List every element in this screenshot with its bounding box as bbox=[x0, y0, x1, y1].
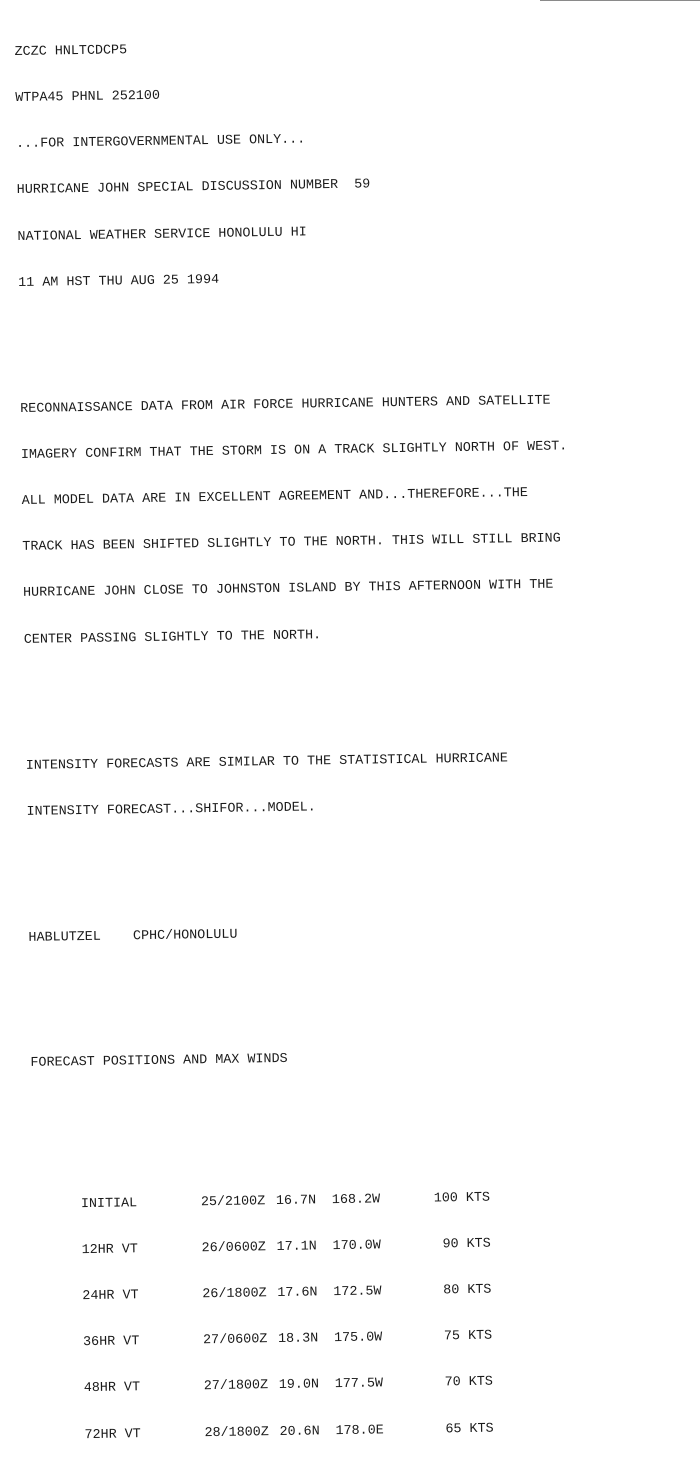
wmo-header: WTPA45 PHNL 252100 bbox=[15, 88, 161, 107]
forecast-unit: KTS bbox=[465, 1190, 491, 1206]
forecast-unit: KTS bbox=[466, 1236, 491, 1252]
forecast-lat: 16.7N bbox=[275, 1192, 317, 1209]
forecast-wind: 90 bbox=[442, 1236, 459, 1253]
forecast-lon: 178.0E bbox=[335, 1422, 384, 1439]
forecast-datetime: 27/1800Z bbox=[203, 1378, 269, 1395]
forecast-unit: KTS bbox=[469, 1421, 494, 1437]
signature-line bbox=[28, 922, 575, 946]
discussion-title: HURRICANE JOHN SPECIAL DISCUSSION NUMBER 59 bbox=[16, 177, 371, 199]
forecast-datetime: 26/1800Z bbox=[202, 1286, 267, 1303]
paragraph1-line: IMAGERY CONFIRM THAT THE STORM IS ON A TRACK SLIGHTLY NORTH OF WEST. bbox=[20, 439, 568, 463]
restriction-notice: ...FOR INTERGOVERNMENTAL USE ONLY... bbox=[15, 132, 306, 153]
forecast-label: 48HR VT bbox=[83, 1380, 141, 1397]
forecast-wind: 70 bbox=[444, 1375, 461, 1391]
forecast-label: 12HR VT bbox=[81, 1242, 139, 1258]
forecast-wind: 75 bbox=[443, 1329, 461, 1345]
paragraph1-line: TRACK HAS BEEN SHIFTED SLIGHTLY TO THE NORTH. THIS WILL STILL BRING bbox=[22, 531, 561, 556]
forecast-row bbox=[33, 1220, 580, 1258]
forecast-label: 24HR VT bbox=[82, 1288, 139, 1305]
paragraph1-line: CENTER PASSING SLIGHTLY TO THE NORTH. bbox=[23, 627, 322, 648]
forecast-wind: 100 bbox=[433, 1190, 458, 1207]
forecast-lon: 177.5W bbox=[334, 1376, 384, 1393]
forecaster-name: HABLUTZEL bbox=[28, 929, 101, 946]
forecast-label: 36HR VT bbox=[82, 1334, 140, 1351]
page-edge-line bbox=[540, 0, 700, 1]
forecast-unit: KTS bbox=[467, 1328, 493, 1345]
forecast-row bbox=[35, 1358, 582, 1397]
spacer bbox=[19, 329, 566, 356]
forecast-lon: 175.0W bbox=[333, 1330, 383, 1347]
forecast-lat: 19.0N bbox=[278, 1377, 320, 1394]
forecast-unit: KTS bbox=[467, 1282, 492, 1299]
advisory-text bbox=[14, 5, 583, 1459]
forecast-center: CPHC/HONOLULU bbox=[132, 927, 238, 944]
forecast-lon: 172.5W bbox=[333, 1284, 382, 1301]
paragraph1-line: HURRICANE JOHN CLOSE TO JOHNSTON ISLAND BY THIS AFTERNOON WITH THE bbox=[22, 578, 554, 602]
issue-time: 11 AM HST THU AUG 25 1994 bbox=[18, 272, 220, 291]
forecast-lat: 18.3N bbox=[277, 1331, 319, 1348]
paragraph1-line: RECONNAISSANCE DATA FROM AIR FORCE HURRICANE HUNTERS AND SATELLITE bbox=[20, 393, 551, 417]
forecast-datetime: 26/0600Z bbox=[201, 1239, 267, 1257]
forecast-lon: 170.0W bbox=[332, 1238, 381, 1254]
spacer bbox=[31, 1109, 578, 1136]
forecast-wind: 65 bbox=[445, 1421, 462, 1438]
paragraph2-line: INTENSITY FORECAST...SHIFOR...MODEL. bbox=[26, 800, 316, 820]
forecast-label: INITIAL bbox=[80, 1195, 138, 1212]
forecast-row bbox=[35, 1312, 582, 1351]
forecast-row bbox=[34, 1266, 581, 1305]
forecast-wind: 80 bbox=[443, 1283, 460, 1299]
forecast-heading: FORECAST POSITIONS AND MAX WINDS bbox=[30, 1052, 288, 1072]
forecast-lon: 168.2W bbox=[331, 1191, 381, 1208]
forecast-datetime: 27/0600Z bbox=[202, 1332, 268, 1349]
forecast-row bbox=[32, 1173, 579, 1212]
forecast-lat: 20.6N bbox=[279, 1423, 320, 1440]
forecast-unit: KTS bbox=[468, 1375, 494, 1391]
spacer bbox=[29, 983, 576, 1010]
forecast-lat: 17.1N bbox=[276, 1239, 317, 1255]
paragraph1-line: ALL MODEL DATA ARE IN EXCELLENT AGREEMENT AND...THEREFORE...THE bbox=[21, 486, 528, 510]
issuing-office: NATIONAL WEATHER SERVICE HONOLULU HI bbox=[17, 225, 307, 245]
spacer bbox=[25, 686, 572, 713]
spacer bbox=[27, 858, 574, 885]
forecast-row bbox=[36, 1404, 583, 1443]
forecast-datetime: 28/1800Z bbox=[204, 1424, 269, 1441]
forecast-lat: 17.6N bbox=[277, 1285, 318, 1302]
awips-id: ZCZC HNLTCDCP5 bbox=[14, 43, 128, 60]
forecast-datetime: 25/2100Z bbox=[200, 1193, 266, 1210]
forecast-label: 72HR VT bbox=[84, 1426, 141, 1443]
paragraph2-line: INTENSITY FORECASTS ARE SIMILAR TO THE STATISTICAL HURRICANE bbox=[25, 750, 509, 774]
